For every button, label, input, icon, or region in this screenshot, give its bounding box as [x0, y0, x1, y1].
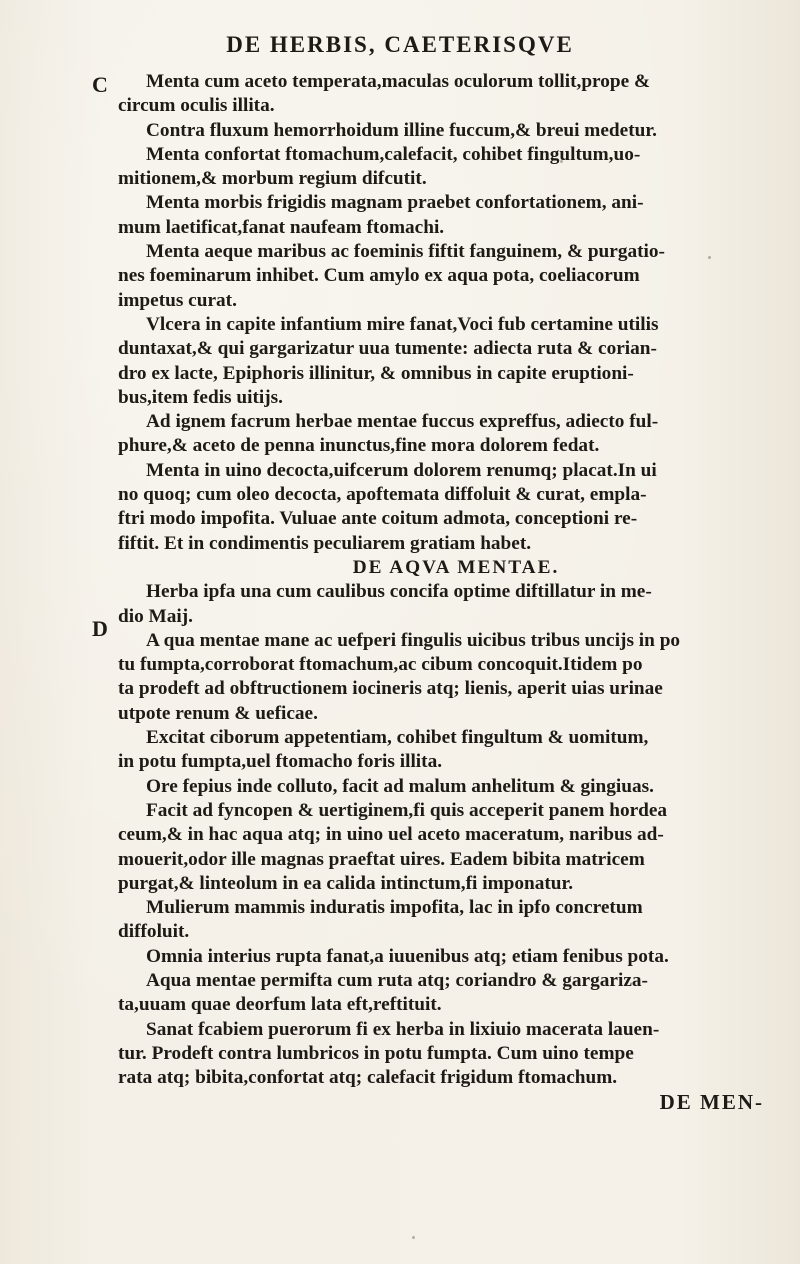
text-line: duntaxat,& qui gargarizatur uua tumente: adiecta ruta & corian- — [118, 338, 657, 360]
text-line: Sanat fcabiem puerorum fi ex herba in lixiuio macerata lauen- — [146, 1018, 660, 1040]
section-heading: DE AQVA MENTAE. — [352, 556, 560, 578]
margin-letter-d: D — [92, 616, 108, 641]
text-line: Vlcera in capite infantium mire fanat,Voci fub certamine utilis — [146, 313, 659, 335]
catchword: DE MEN- — [659, 1090, 764, 1115]
text-line: bus,item fedis uitijs. — [118, 386, 283, 408]
text-line: circum oculis illita. — [118, 95, 275, 117]
margin-letter-c: C — [92, 72, 108, 97]
text-line: Ore fepius inde colluto, facit ad malum anhelitum & gingiuas. — [146, 775, 654, 797]
text-line: in potu fumpta,uel ftomacho foris illita. — [118, 751, 443, 773]
text-line: Facit ad fyncopen & uertiginem,fi quis acceperit panem hordea — [146, 799, 668, 821]
text-line: A qua mentae mane ac uefperi fingulis uicibus tribus uncijs in po — [146, 629, 681, 651]
running-head: DE HERBIS, CAETERISQVE — [226, 32, 574, 57]
text-line: Omnia interius rupta fanat,a iuuenibus atq; etiam fenibus pota. — [146, 945, 669, 967]
text-line: utpote renum & ueficae. — [118, 702, 318, 724]
text-line: diffoluit. — [118, 921, 190, 943]
text-line: ftri modo impofita. Vuluae ante coitum admota, conceptioni re- — [118, 508, 638, 530]
paper-speck — [708, 256, 711, 259]
body-text — [118, 70, 794, 1115]
text-line: impetus curat. — [118, 289, 237, 311]
text-line: Menta confortat ftomachum,calefacit, cohibet fingultum,uo- — [146, 143, 641, 165]
text-line: dro ex lacte, Epiphoris illinitur, & omnibus in capite eruptioni- — [118, 362, 634, 384]
text-line: Ad ignem facrum herbae mentae fuccus expreffus, adiecto ful- — [146, 411, 659, 433]
text-line: rata atq; bibita,confortat atq; calefacit frigidum ftomachum. — [118, 1067, 618, 1089]
paper-speck — [560, 160, 563, 163]
text-line: mouerit,odor ille magnas praeftat uires. Eadem bibita matricem — [118, 848, 645, 870]
text-line: phure,& aceto de penna inunctus,fine mora dolorem fedat. — [118, 435, 600, 457]
text-line: dio Maij. — [118, 605, 193, 627]
text-line: Menta aeque maribus ac foeminis fiftit fanguinem, & purgatio- — [146, 241, 665, 263]
text-line: mum laetificat,fanat naufeam ftomachi. — [118, 216, 445, 238]
text-line: Aqua mentae permifta cum ruta atq; coriandro & gargariza- — [146, 969, 648, 991]
text-line: fiftit. Et in condimentis peculiarem gratiam habet. — [118, 532, 532, 554]
text-line: Excitat ciborum appetentiam, cohibet fingultum & uomitum, — [146, 727, 649, 749]
text-line: ceum,& in hac aqua atq; in uino uel aceto maceratum, naribus ad- — [118, 824, 664, 846]
text-line: tur. Prodeft contra lumbricos in potu fumpta. Cum uino tempe — [118, 1042, 634, 1064]
text-line: ta,uuam quae deorfum lata eft,reftituit. — [118, 994, 442, 1016]
text-line: nes foeminarum inhibet. Cum amylo ex aqua pota, coeliacorum — [118, 265, 640, 287]
text-line: Herba ipfa una cum caulibus concifa optime diftillatur in me- — [146, 581, 652, 603]
paper-speck — [412, 1236, 415, 1239]
text-line: Menta cum aceto temperata,maculas oculorum tollit,prope & — [146, 71, 651, 92]
text-line: ta prodeft ad obftructionem iocineris atq; lienis, aperit uias urinae — [118, 678, 663, 700]
text-line: tu fumpta,corroborat ftomachum,ac cibum concoquit.Itidem po — [118, 654, 643, 676]
text-line: purgat,& linteolum in ea calida intinctum,fi imponatur. — [118, 872, 574, 894]
text-line: no quoq; cum oleo decocta, apoftemata diffoluit & curat, empla- — [118, 484, 647, 506]
text-line: Menta in uino decocta,uifcerum dolorem renumq; placat.In ui — [146, 459, 657, 481]
text-line: Menta morbis frigidis magnam praebet confortationem, ani- — [146, 192, 644, 214]
text-line: Contra fluxum hemorrhoidum illine fuccum,& breui medetur. — [146, 119, 657, 141]
text-line: Mulierum mammis induratis impofita, lac in ipfo concretum — [146, 897, 643, 919]
text-line: mitionem,& morbum regium difcutit. — [118, 168, 427, 190]
